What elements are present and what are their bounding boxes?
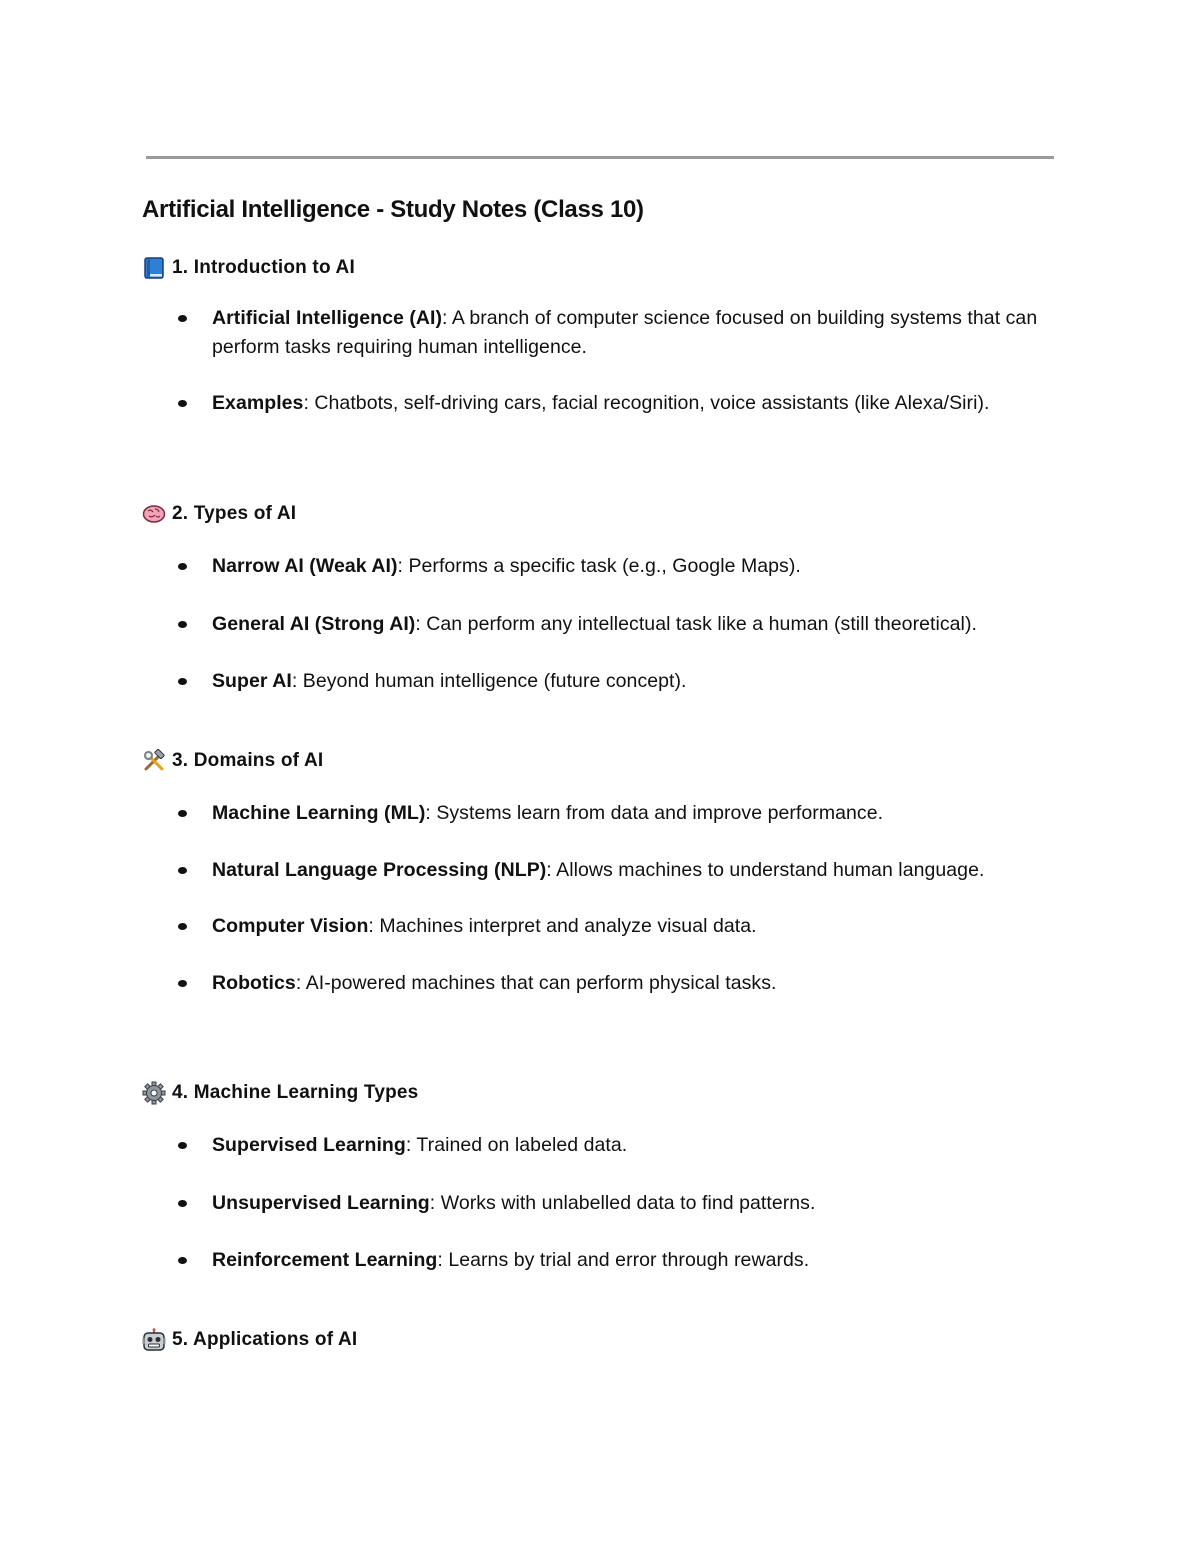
item-separator: :	[429, 1192, 436, 1214]
hammer-and-wrench-icon	[142, 749, 166, 773]
item-text: AI-powered machines that can perform physical tasks.	[301, 972, 777, 994]
bullet-icon	[178, 923, 187, 930]
item-term: Reinforcement Learning	[212, 1249, 438, 1271]
brain-icon	[142, 502, 166, 526]
document-title: Artificial Intelligence - Study Notes (Class 10)	[142, 196, 644, 223]
item-separator: :	[303, 392, 309, 414]
item-term: Machine Learning (ML)	[212, 802, 426, 824]
item-text: Trained on labeled data.	[411, 1134, 628, 1156]
item-separator: :	[397, 555, 403, 577]
item-text: Performs a specific task (e.g., Google Maps).	[402, 555, 801, 577]
list-item	[142, 969, 1072, 998]
bullet-icon	[178, 1257, 187, 1264]
item-term: General AI (Strong AI)	[212, 613, 416, 635]
item-term: Examples	[212, 392, 304, 414]
item-separator: :	[405, 1134, 412, 1156]
bullet-icon	[178, 315, 187, 322]
list-item	[142, 912, 1072, 941]
item-separator: :	[437, 1249, 443, 1271]
section-heading	[142, 500, 1072, 528]
item-separator: :	[546, 859, 552, 881]
section-heading-text: 2. Types of AI	[172, 503, 297, 524]
item-separator: :	[368, 915, 374, 937]
bullet-icon	[178, 678, 187, 685]
bullet-icon	[178, 867, 187, 874]
section-heading	[142, 1079, 1072, 1107]
item-term: Computer Vision	[212, 915, 369, 937]
item-text: Systems learn from data and improve performance.	[430, 802, 884, 824]
list-item	[142, 1131, 1072, 1160]
item-term: Unsupervised Learning	[212, 1192, 430, 1214]
horizontal-rule	[146, 156, 1054, 159]
item-text: Beyond human intelligence (future concept).	[297, 670, 687, 692]
list-item	[142, 799, 1072, 828]
bullet-list	[142, 304, 1072, 418]
bullet-icon	[178, 621, 187, 628]
bullet-icon	[178, 1200, 187, 1207]
item-separator: :	[442, 307, 448, 329]
list-item	[142, 304, 1072, 362]
section-heading	[142, 254, 1072, 282]
item-term: Supervised Learning	[212, 1134, 406, 1156]
item-separator: :	[415, 613, 421, 635]
bullet-list	[142, 799, 1072, 998]
section-introduction	[142, 254, 1072, 418]
list-item	[142, 1246, 1072, 1275]
item-text: Learns by trial and error through rewards.	[442, 1249, 810, 1271]
item-text: A branch of computer science focused on building systems that can perform tasks requiring human intelligence.	[212, 307, 1038, 358]
bullet-icon	[178, 980, 187, 987]
item-text: Can perform any intellectual task like a human (still theoretical).	[420, 613, 977, 635]
blue-book-icon	[142, 256, 166, 280]
section-heading-text: 5. Applications of AI	[172, 1329, 358, 1350]
item-separator: :	[425, 802, 431, 824]
section-types	[142, 500, 1072, 696]
item-text: Allows machines to understand human language.	[551, 859, 985, 881]
section-heading	[142, 747, 1072, 775]
item-term: Super AI	[212, 670, 292, 692]
item-term: Natural Language Processing (NLP)	[212, 859, 547, 881]
bullet-icon	[178, 400, 187, 407]
robot-face-icon	[142, 1328, 166, 1352]
list-item	[142, 610, 1072, 639]
item-term: Robotics	[212, 972, 296, 994]
section-applications	[142, 1326, 1072, 1354]
item-term: Artificial Intelligence (AI)	[212, 307, 443, 329]
list-item	[142, 1189, 1072, 1218]
bullet-icon	[178, 810, 187, 817]
bullet-list	[142, 1131, 1072, 1275]
list-item	[142, 552, 1072, 581]
section-heading-text: 3. Domains of AI	[172, 750, 324, 771]
item-term: Narrow AI (Weak AI)	[212, 555, 398, 577]
item-text: Works with unlabelled data to find patterns.	[435, 1192, 816, 1214]
section-heading	[142, 1326, 1072, 1354]
section-ml-types	[142, 1079, 1072, 1275]
section-domains	[142, 747, 1072, 998]
list-item	[142, 389, 1072, 418]
section-heading-text: 1. Introduction to AI	[172, 257, 355, 278]
list-item	[142, 856, 1072, 885]
item-text: Machines interpret and analyze visual data.	[373, 915, 757, 937]
list-item	[142, 667, 1072, 696]
bullet-icon	[178, 1142, 187, 1149]
item-separator: :	[291, 670, 298, 692]
bullet-icon	[178, 563, 187, 570]
bullet-list	[142, 552, 1072, 696]
item-text: Chatbots, self-driving cars, facial recognition, voice assistants (like Alexa/Siri).	[308, 392, 990, 414]
item-separator: :	[295, 972, 302, 994]
gear-icon	[142, 1081, 166, 1105]
section-heading-text: 4. Machine Learning Types	[172, 1082, 419, 1103]
